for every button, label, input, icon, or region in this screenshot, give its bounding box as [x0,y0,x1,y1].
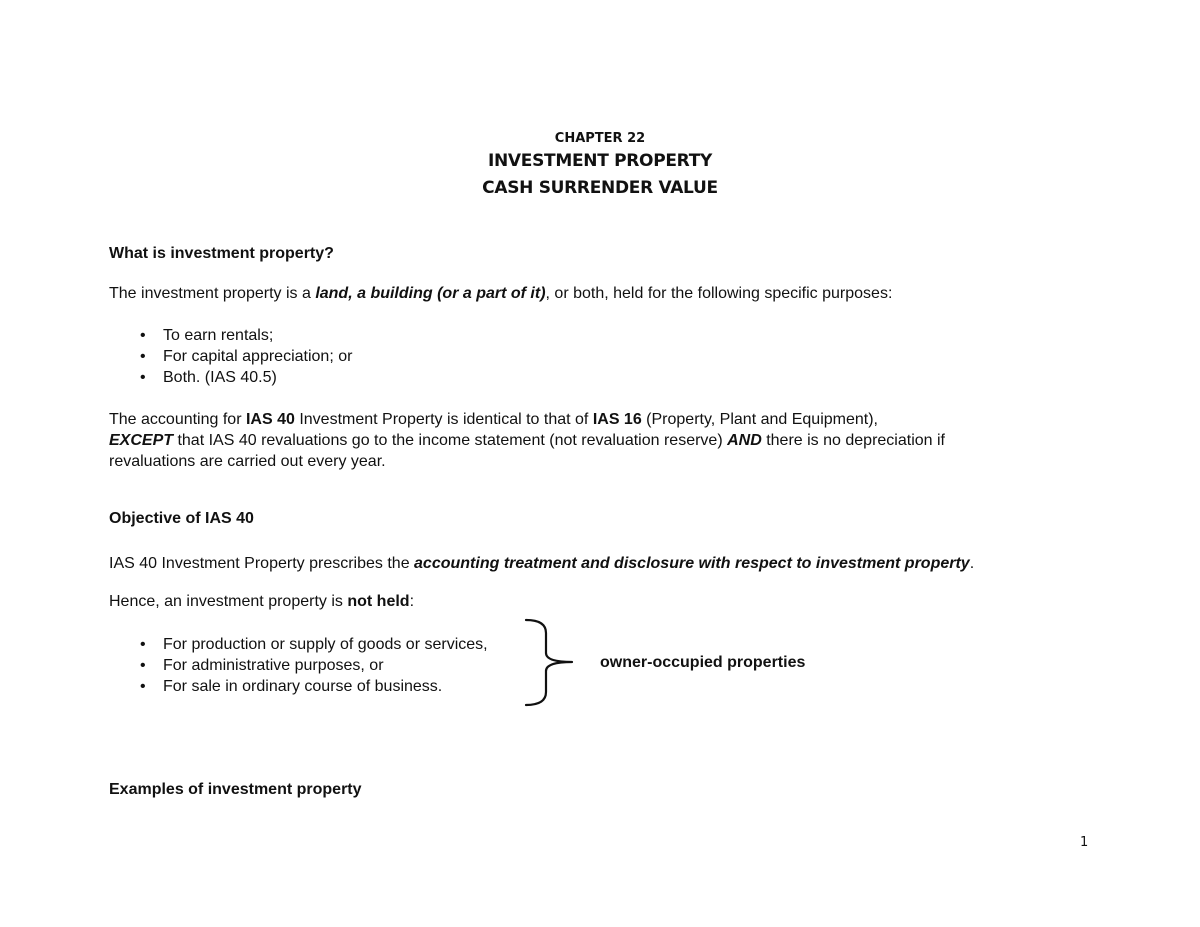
list-item: • Both. (IAS 40.5) [140,367,352,388]
not-held-list [140,634,488,697]
accounting-line-3: revaluations are carried out every year. [109,453,386,470]
accounting-line-1: The accounting for IAS 40 Investment Property is identical to that of IAS 16 (Property, Plant and Equipment), [109,411,878,428]
not-held-paragraph: Hence, an investment property is not held: [109,593,415,610]
list-item: • For production or supply of goods or services, [140,634,488,655]
accounting-paragraph [109,409,945,472]
accounting-line-2: EXCEPT that IAS 40 revaluations go to the income statement (not revaluation reserve) AND there is no depreciation if [109,432,945,449]
objective-paragraph: IAS 40 Investment Property prescribes the accounting treatment and disclosure with respect to investment property. [109,555,975,572]
objective-emphasis: accounting treatment and disclosure with respect to investment property [414,555,970,572]
ias16-ref: IAS 16 [592,411,642,428]
list-item: • For capital appreciation; or [140,346,352,367]
purposes-list [140,325,352,388]
not-held-emphasis: not held [347,593,410,610]
section-heading-objective: Objective of IAS 40 [109,510,254,527]
list-item: • For sale in ordinary course of business. [140,676,488,697]
ias40-ref: IAS 40 [245,411,295,428]
chapter-label: CHAPTER 22 [554,131,646,146]
page-title: INVESTMENT PROPERTY [487,151,713,171]
definition-text: The investment property is a [109,285,316,302]
list-item: • To earn rentals; [140,325,352,346]
definition-paragraph [109,283,892,304]
page-number: 1 [1080,835,1089,850]
brace-label: owner-occupied properties [600,654,806,671]
section-heading-examples: Examples of investment property [109,781,362,798]
definition-emphasis: land, a building (or a part of it) [315,285,546,302]
right-brace-icon [520,617,580,709]
page-subtitle: CASH SURRENDER VALUE [482,178,718,198]
and-emphasis: AND [727,432,762,449]
section-heading-what-is: What is investment property? [109,245,334,262]
definition-text-end: , or both, held for the following specific purposes: [545,285,893,302]
list-item: • For administrative purposes, or [140,655,488,676]
except-emphasis: EXCEPT [109,432,174,449]
